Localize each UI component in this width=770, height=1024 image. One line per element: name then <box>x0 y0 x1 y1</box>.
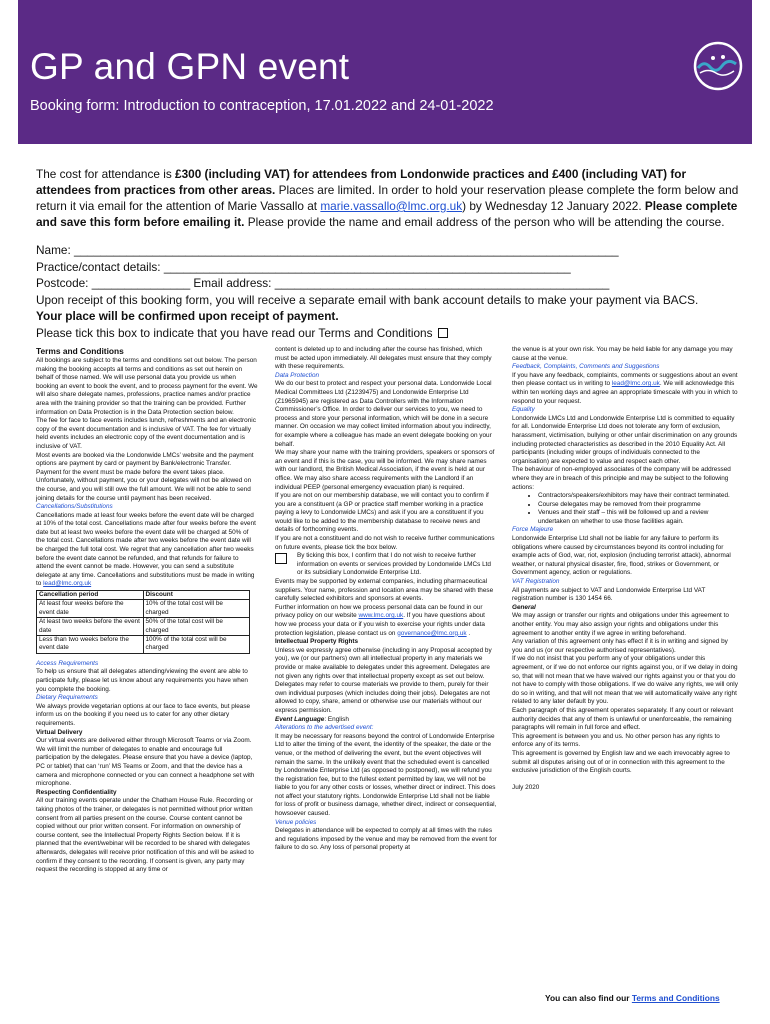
terms-column-1: Terms and Conditions All bookings are subject to the terms and conditions set out below. The person making the booking accepts all terms and conditions as set out herein on behalf of those named. We will use personal data you provide us when booking an event to book the event, and to process payment for the event. We will also share delegate names, professions, practice names and/or practice area with the training provider so that the training can be provided. Further information on Data Protection is in the Data Protection section below. The fee for face to face events includes lunch, refreshments and an electronic copy of the event documentation and is inclusive of VAT. The fee for virtually held events includes an electronic copy of the event documentation and is inclusive of VAT. Most events are booked via the Londonwide LMCs’ website and the payment options are payment by card or payment by Bank/electronic Transfer. Payment for the event must be made before the event takes place. Unfortunately, without payment, you or your delegates will not be allowed on the course, and you will still owe the full amount. We will not be able to send joining details for the course until payment has been received. Cancellations/Substitutions Cancellations made at least four weeks before the event date will be charged at 10% of the total cost. Cancellations made after four weeks before the event date but at least two weeks before the event date will be charged at 50% of the total cost. Cancellations made after two weeks before the event date will be charged the full total cost. We regret that any cancellation after two weeks before the event date cannot be refunded, and that refunds for failure to attend the event cannot be made. However, you can send a substitute delegate at any time. Cancellations and substitutions must be made in writing to lead@lmc.org.uk Cancellation period Discount At least four weeks before the event date 10% of the total cost will be charged At least two weeks before the event date 50% of the total cost will be charged Less than two weeks before the event date 100% of the total cost will be charged Access Requirements To help us ensure that all delegates attending/viewing the event are able to participate fully, please let us know about any requirements you have when you complete the booking. Dietary Requirements We always provide vegetarian options at our face to face events, but please inform us on the booking if you need us to cater for any other dietary requirements. Virtual Delivery Our virtual events are delivered either through Microsoft Teams or via Zoom. We will limit the number of delegates to enable and encourage full participation by the delegates. Please ensure that you have a device (laptop, PC or tablet) that can ‘run’ MS Teams or Zoom, and that the device has a camera and microphone connected or you can connect a headphone set with microphone. Respecting Confidentiality All our training events operate under the Chatham House Rule. Recording or taking photos of the trainer, or delegates is not permitted without prior written consent from all parties present on the course. Course content cannot be copied without our prior written consent. For information on ownership of course content, see the Intellectual Property Rights Section below. If it is planned that the event/webinar will be recorded to be shared with delegates afterwards, delegates will receive prior notification of this and will be asked to confirm if they consent to the recording. If consent is given, any party may request the recording is stopped at any time or <box>36 346 258 874</box>
booking-form <box>36 242 742 341</box>
list-item: • Contractors/speakers/exhibitors may have their contract terminated. <box>538 492 738 501</box>
optout-checkbox[interactable] <box>275 553 287 564</box>
dietary-heading: Dietary Requirements <box>36 694 98 702</box>
footer: You can also find our Terms and Conditions <box>545 993 720 1003</box>
tick-row <box>36 325 742 342</box>
lead-email-link[interactable]: lead@lmc.org.uk <box>43 580 92 588</box>
data-protection-heading: Data Protection <box>275 371 320 379</box>
actions-list <box>512 492 738 526</box>
postcode-email-field[interactable]: Postcode: _______________ Email address: ___________________________________________________ <box>36 276 610 290</box>
intro-paragraph: The cost for attendance is £300 (including VAT) for attendees from Londonwide practices and £400 (including VAT) for attendees from practices from other areas. Places are limited. In order to hold your reservation please complete the form below and return it via email for the attention of Marie Vassallo at marie.vassallo@lmc.org.uk) by Wednesday 12 January 2022. Please complete and save this form before emailing it. Please provide the name and email address of the person who will be attending the course. <box>36 167 739 229</box>
page-title: GP and GPN event <box>30 46 350 87</box>
table-row: At least two weeks before the event date 50% of the total cost will be charged <box>37 618 250 636</box>
feedback-email-link[interactable]: lead@lmc.org.uk <box>611 380 660 388</box>
vat-heading: VAT Registration <box>512 578 560 586</box>
header-banner <box>18 0 752 144</box>
list-item: • Venues and their staff – this will be followed up and a review undertaken on whether to use those facilities again. <box>538 509 738 526</box>
cancellation-table: Cancellation period Discount At least four weeks before the event date 10% of the total cost will be charged At least two weeks before the event date 50% of the total cost will be charged Less than two weeks before the event date 100% of the total cost will be charged <box>36 590 250 654</box>
ip-heading: Intellectual Property Rights <box>275 638 359 646</box>
attendance-cost: £300 (including VAT) for attendees from Londonwide practices and £400 (including VAT) for attendees from practices from other areas. <box>36 167 687 197</box>
cancellations-heading: Cancellations/Substitutions <box>36 503 113 511</box>
email-link[interactable]: marie.vassallo@lmc.org.uk <box>320 199 463 213</box>
feedback-heading: Feedback, Complaints, Comments and Suggestions <box>512 363 660 371</box>
name-field[interactable]: Name: ___________________________________________________________________________________ <box>36 243 619 257</box>
venue-heading: Venue policies <box>275 818 317 826</box>
access-heading: Access Requirements <box>36 659 99 667</box>
confidentiality-heading: Respecting Confidentiality <box>36 788 117 796</box>
terms-checkbox[interactable] <box>438 328 448 338</box>
confirm-text: Your place will be confirmed upon receipt of payment. <box>36 309 339 323</box>
terms-link[interactable]: Terms and Conditions <box>631 993 720 1003</box>
document-date: July 2020 <box>512 783 540 791</box>
alterations-heading: Alterations to the advertised event: <box>275 724 374 732</box>
tick-text: Please tick this box to indicate that you have read our Terms and Conditions <box>36 325 433 340</box>
page-subtitle: Booking form: Introduction to contraception, 17.01.2022 and 24-01-2022 <box>30 98 494 114</box>
terms-column-3: the venue is at your own risk. You may be held liable for any damage you may cause at the venue. Feedback, Complaints, Comments and Suggestions If you have any feedback, complaints, comments or suggestions about an event then please contact us in writing to lead@lmc.org.uk. We will acknowledge this within ten working days and agree an appropriate timescale with you in which to respond to your request. Equality Londonwide LMCs Ltd and Londonwide Enterprise Ltd is committed to equality for all. Londonwide Enterprise Ltd does not tolerate any form of exclusion, harassment, victimisation, bullying or other unfair discrimination on any grounds including protected characteristics as described in the 2010 Equality Act. All participants (including wider groups of individuals connected to the organisation) are expected to value and respect each other. The behaviour of non-employed associates of the company will be addressed where they are in breach of this principle and may be subject to the following actions: • Contractors/speakers/exhibitors may have their contract terminated. • Course delegates may be removed from their programme • Venues and their staff – this will be followed up and a review undertaken on whether to use those facilities again. Force Majeure Londonwide Enterprise Ltd shall not be liable for any failure to perform its obligations where caused by circumstances beyond its control including for example acts of God, war, riot, explosion (including terrorist attack), abnormal weather, or natural physical disaster, fire, flood, strikes or Government, or Government agency, action or regulations. VAT Registration All payments are subject to VAT and Londonwide Enterprise Ltd VAT registration number is 130 1454 66. General We may assign or transfer our rights and obligations under this agreement to another entity. You may also assign your rights and obligations under this agreement to another entity if we agree in writing beforehand. Any variation of this agreement only has effect if it is in writing and signed by you and us (or our respective authorised representatives). If we do not insist that you perform any of your obligations under this agreement, or if we do not enforce our rights against you, or if we delay in doing so, that will not mean that we have waived our rights against you or that you do not have to comply with those obligations. If we do waive any rights, we will only do so in writing, and that will not mean that we will automatically waive any right related to any later default by you. Each paragraph of this agreement operates separately. If any court or relevant authority decides that any of them is unlawful or unenforceable, the remaining paragraphs will remain in full force and effect. This agreement is between you and us. No other person has any rights to enforce any of its terms. This agreement is governed by English law and we each irrevocably agree to submit all disputes arising out of or in connection with this agreement to the exclusive jurisdiction of the English courts. July 2020 <box>512 346 738 792</box>
list-item: • Course delegates may be removed from their programme <box>538 501 738 510</box>
receipt-text: Upon receipt of this booking form, you will receive a separate email with bank account details to make your payment via BACS. <box>36 292 699 307</box>
londonwide-lmcs-logo-icon <box>692 40 744 92</box>
practice-field[interactable]: Practice/contact details: ______________________________________________________________ <box>36 259 571 274</box>
governance-email-link[interactable]: governance@lmc.org.uk <box>397 629 467 637</box>
website-link[interactable]: www.lmc.org.uk <box>358 612 404 620</box>
force-majeure-heading: Force Majeure <box>512 526 554 534</box>
general-heading: General <box>512 603 536 611</box>
equality-heading: Equality <box>512 406 535 414</box>
virtual-heading: Virtual Delivery <box>36 728 83 736</box>
terms-heading: Terms and Conditions <box>36 346 124 356</box>
terms-column-2: content is deleted up to and including after the course has finished, which must be acted upon immediately. All delegates must ensure that they comply with these requirements. Data Protection We do our best to protect and respect your personal data. Londonwide Local Medical Committees Ltd (Z1239475) and Londonwide Enterprise Ltd (Z1965945) are registered as Data Controllers with the Information Commissioner’s Office. In order to deliver our services to you, we need to process and store your personal information, which will be done in a secure manner. On occasion we may collect limited information about you indirectly, for example where a colleague has made an event delegate booking on your behalf. We may share your name with the training providers, speakers or sponsors of an event and if this is the case, you will be informed. We may share names with our landlord, the British Medical Association, if the event is held at our office. We may also share access requirements with the Landlord if an individual PEEP (personal emergency evacuation plan) is required. If you are not on our membership database, we will contact you to confirm if you are a constituent (a GP or practice staff member working in a practice paying a levy to Londonwide LMCs) and ask if you are a constituent if you would like to be added to the membership database to receive news and details of forthcoming events. If you are not a constituent and do not wish to receive further communications on future events, please tick the box below. By ticking this box, I confirm that I do not wish to receive further information on events or services provided by Londonwide LMCs Ltd or its subsidiary Londonwide Enterprise Ltd. Events may be supported by external companies, including pharmaceutical suppliers. Your name, profession and location area may be shared with these carefully selected exhibitors and sponsors at events. Further information on how we process personal data can be found in our privacy policy on our website www.lmc.org.uk. If you have questions about how we process your data or if you wish to exercise your rights under data protection legislation, please contact us on governance@lmc.org.uk . Intellectual Property Rights Unless we expressly agree otherwise (including in any Proposal accepted by you), we (or our partners) own all intellectual property in any materials we provide or make available to delegates under this agreement. Delegates are not given any rights over that intellectual property except as set out below. Delegates may refer to course materials we provide to them, purely for their own individual purposes (which includes doing their jobs). Delegates are not allowed to copy, share, amend or otherwise use our materials without our express permission. Event Language: English Alterations to the advertised event: It may be necessary for reasons beyond the control of Londonwide Enterprise Ltd to alter the timing of the event, the identity of the speaker, the date or the venue, or the method of delivering the event, but the event objectives will remain the same. In the unlikely event that the scheduled event is cancelled by Londonwide Enterprise Ltd (as opposed to postponed), we will refund you the registration fee, but to the fullest extent permitted by law, we will not be liable to you for any other costs or losses, whether direct or indirect. This does not affect your statutory rights. Londonwide Enterprise Ltd shall not be liable for loss of profit or business damage, whether direct, indirect or consequential, howsoever caused. Venue policies Delegates in attendance will be expected to comply at all times with the rules and regulations imposed by the venue and may be removed from the event for failure to do so. Any loss of personal property at <box>275 346 497 852</box>
table-row: At least four weeks before the event date 10% of the total cost will be charged <box>37 600 250 618</box>
table-row: Less than two weeks before the event date 100% of the total cost will be charged <box>37 636 250 654</box>
optout-row: By ticking this box, I confirm that I do not wish to receive further information on events or services provided by Londonwide LMCs Ltd or its subsidiary Londonwide Enterprise Ltd. <box>275 552 497 578</box>
